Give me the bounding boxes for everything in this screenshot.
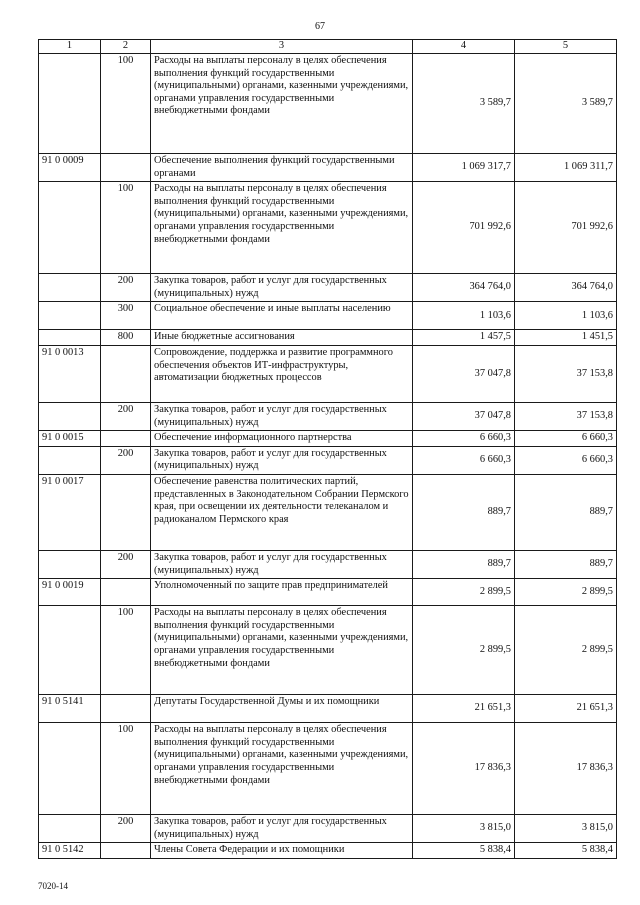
- cell-target-article: [39, 302, 101, 330]
- cell-amount-col4: 5 838,4: [413, 843, 515, 859]
- cell-description: Расходы на выплаты персоналу в целях обеспечения выполнения функций государственными (муниципальными) органами, казенными учреждениями, органами управления государственными внебюджетными фондами: [151, 54, 413, 154]
- cell-description: Обеспечение выполнения функций государственными органами: [151, 154, 413, 182]
- cell-target-article: 91 0 0013: [39, 345, 101, 402]
- cell-amount-col5: 37 153,8: [515, 345, 617, 402]
- cell-description: Закупка товаров, работ и услуг для государственных (муниципальных) нужд: [151, 550, 413, 578]
- cell-expense-type: 800: [101, 330, 151, 346]
- cell-description: Социальное обеспечение и иные выплаты населению: [151, 302, 413, 330]
- cell-target-article: [39, 330, 101, 346]
- cell-expense-type: 100: [101, 182, 151, 274]
- cell-target-article: 91 0 0017: [39, 474, 101, 550]
- page-number: 67: [315, 21, 325, 32]
- cell-expense-type: 200: [101, 274, 151, 302]
- cell-target-article: [39, 550, 101, 578]
- cell-amount-col4: 2 899,5: [413, 579, 515, 606]
- budget-table: [38, 39, 617, 859]
- cell-target-article: [39, 606, 101, 695]
- cell-amount-col4: 17 836,3: [413, 723, 515, 815]
- document-code: 7020-14: [38, 881, 68, 891]
- cell-description: Депутаты Государственной Думы и их помощники: [151, 695, 413, 723]
- cell-target-article: 91 0 5142: [39, 843, 101, 859]
- cell-target-article: [39, 54, 101, 154]
- table-row: [39, 154, 617, 182]
- cell-description: Расходы на выплаты персоналу в целях обеспечения выполнения функций государственными (муниципальными) органами, казенными учреждениями, органами управления государственными внебюджетными фондами: [151, 182, 413, 274]
- table-row: [39, 815, 617, 843]
- cell-expense-type: [101, 695, 151, 723]
- cell-amount-col4: 37 047,8: [413, 402, 515, 430]
- cell-amount-col5: 6 660,3: [515, 446, 617, 474]
- table-row: [39, 54, 617, 154]
- cell-expense-type: 100: [101, 606, 151, 695]
- table-row: [39, 446, 617, 474]
- cell-expense-type: [101, 579, 151, 606]
- cell-amount-col4: 1 103,6: [413, 302, 515, 330]
- cell-amount-col4: 6 660,3: [413, 446, 515, 474]
- cell-expense-type: [101, 474, 151, 550]
- cell-amount-col5: 3 589,7: [515, 54, 617, 154]
- table-row: [39, 474, 617, 550]
- column-number-1: 1: [39, 40, 101, 54]
- cell-target-article: 91 0 0009: [39, 154, 101, 182]
- table-row: [39, 695, 617, 723]
- cell-description: Расходы на выплаты персоналу в целях обеспечения выполнения функций государственными (муниципальными) органами, казенными учреждениями, органами управления государственными внебюджетными фондами: [151, 606, 413, 695]
- cell-amount-col5: 6 660,3: [515, 431, 617, 447]
- cell-amount-col4: 1 069 317,7: [413, 154, 515, 182]
- cell-description: Расходы на выплаты персоналу в целях обеспечения выполнения функций государственными (муниципальными) органами, казенными учреждениями, органами управления государственными внебюджетными фондами: [151, 723, 413, 815]
- table-row: [39, 302, 617, 330]
- table-row: [39, 550, 617, 578]
- cell-amount-col5: 21 651,3: [515, 695, 617, 723]
- cell-target-article: [39, 182, 101, 274]
- cell-amount-col4: 3 815,0: [413, 815, 515, 843]
- cell-target-article: [39, 402, 101, 430]
- cell-amount-col4: 6 660,3: [413, 431, 515, 447]
- cell-amount-col5: 2 899,5: [515, 579, 617, 606]
- cell-target-article: [39, 446, 101, 474]
- cell-target-article: 91 0 0015: [39, 431, 101, 447]
- cell-description: Обеспечение равенства политических партий, представленных в Законодательном Собрании Пермского края, при освещении их деятельности телеканалом и радиоканалом Пермского края: [151, 474, 413, 550]
- cell-amount-col4: 701 992,6: [413, 182, 515, 274]
- cell-expense-type: 100: [101, 54, 151, 154]
- cell-amount-col5: 37 153,8: [515, 402, 617, 430]
- cell-amount-col4: 1 457,5: [413, 330, 515, 346]
- cell-target-article: [39, 274, 101, 302]
- column-number-row: [39, 40, 617, 54]
- cell-amount-col5: 2 899,5: [515, 606, 617, 695]
- cell-description: Сопровождение, поддержка и развитие программного обеспечения объектов ИТ-инфраструктуры, автоматизации бюджетных процессов: [151, 345, 413, 402]
- table-row: [39, 606, 617, 695]
- cell-description: Обеспечение информационного партнерства: [151, 431, 413, 447]
- cell-description: Закупка товаров, работ и услуг для государственных (муниципальных) нужд: [151, 446, 413, 474]
- cell-amount-col4: 364 764,0: [413, 274, 515, 302]
- cell-amount-col5: 1 103,6: [515, 302, 617, 330]
- cell-amount-col4: 889,7: [413, 550, 515, 578]
- table-row: [39, 330, 617, 346]
- cell-expense-type: 200: [101, 402, 151, 430]
- cell-amount-col5: 889,7: [515, 550, 617, 578]
- budget-table-body: [39, 40, 617, 859]
- cell-amount-col4: 889,7: [413, 474, 515, 550]
- cell-expense-type: 200: [101, 550, 151, 578]
- table-row: [39, 843, 617, 859]
- cell-description: Иные бюджетные ассигнования: [151, 330, 413, 346]
- cell-amount-col4: 2 899,5: [413, 606, 515, 695]
- cell-description: Члены Совета Федерации и их помощники: [151, 843, 413, 859]
- cell-amount-col5: 1 451,5: [515, 330, 617, 346]
- cell-amount-col5: 17 836,3: [515, 723, 617, 815]
- cell-amount-col4: 37 047,8: [413, 345, 515, 402]
- table-row: [39, 402, 617, 430]
- cell-amount-col4: 21 651,3: [413, 695, 515, 723]
- cell-expense-type: [101, 843, 151, 859]
- cell-amount-col4: 3 589,7: [413, 54, 515, 154]
- cell-amount-col5: 889,7: [515, 474, 617, 550]
- cell-amount-col5: 5 838,4: [515, 843, 617, 859]
- cell-target-article: [39, 815, 101, 843]
- table-row: [39, 345, 617, 402]
- table-row: [39, 723, 617, 815]
- column-number-3: 3: [151, 40, 413, 54]
- cell-description: Закупка товаров, работ и услуг для государственных (муниципальных) нужд: [151, 274, 413, 302]
- column-number-4: 4: [413, 40, 515, 54]
- cell-expense-type: 300: [101, 302, 151, 330]
- cell-expense-type: 100: [101, 723, 151, 815]
- cell-description: Уполномоченный по защите прав предпринимателей: [151, 579, 413, 606]
- cell-expense-type: [101, 345, 151, 402]
- cell-target-article: 91 0 5141: [39, 695, 101, 723]
- cell-target-article: [39, 723, 101, 815]
- table-row: [39, 182, 617, 274]
- cell-target-article: 91 0 0019: [39, 579, 101, 606]
- cell-amount-col5: 3 815,0: [515, 815, 617, 843]
- cell-expense-type: 200: [101, 815, 151, 843]
- cell-expense-type: 200: [101, 446, 151, 474]
- cell-expense-type: [101, 154, 151, 182]
- cell-amount-col5: 1 069 311,7: [515, 154, 617, 182]
- cell-description: Закупка товаров, работ и услуг для государственных (муниципальных) нужд: [151, 815, 413, 843]
- table-row: [39, 579, 617, 606]
- cell-amount-col5: 701 992,6: [515, 182, 617, 274]
- column-number-5: 5: [515, 40, 617, 54]
- cell-description: Закупка товаров, работ и услуг для государственных (муниципальных) нужд: [151, 402, 413, 430]
- cell-amount-col5: 364 764,0: [515, 274, 617, 302]
- column-number-2: 2: [101, 40, 151, 54]
- table-row: [39, 431, 617, 447]
- table-row: [39, 274, 617, 302]
- cell-expense-type: [101, 431, 151, 447]
